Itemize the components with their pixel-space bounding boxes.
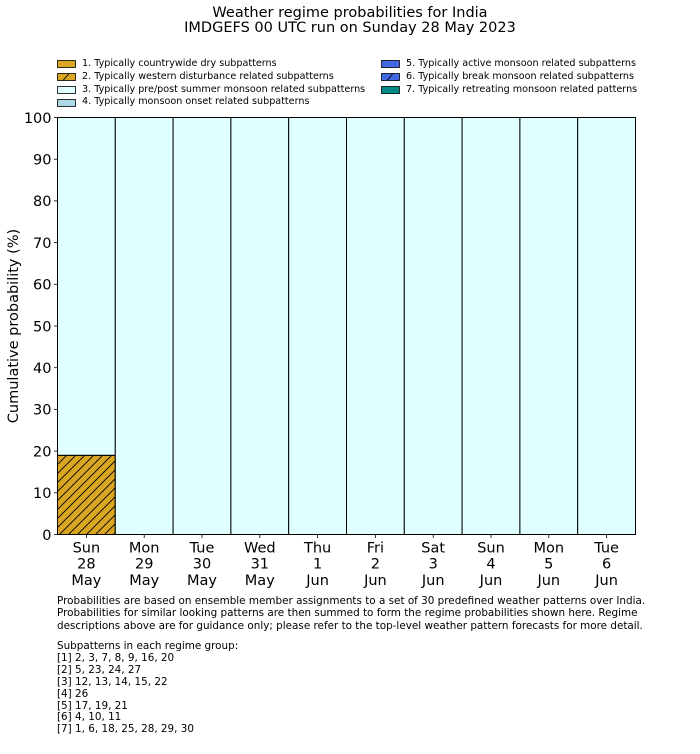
x-tick-label: Sun [477,540,505,557]
x-tick-label: May [71,572,102,589]
subpattern-group: [6] 4, 10, 11 [57,711,122,724]
y-axis [24,111,58,544]
bar-segment [173,118,231,535]
y-tick-label: 90 [33,152,52,169]
legend-label: 4. Typically monsoon onset related subpatterns [82,96,310,108]
legend-label: 7. Typically retreating monsoon related patterns [406,83,638,95]
bar-segment [578,118,636,535]
note-line: Probabilities are based on ensemble member assignments to a set of 30 predefined weather patterns over India. [57,595,646,607]
x-tick-label: Wed [243,540,276,557]
x-tick-label: Thu [303,540,332,557]
x-tick-label: 2 [370,556,381,573]
x-tick-label: Jun [306,572,329,589]
x-tick-label: Tue [594,540,619,557]
x-tick-label: 30 [192,556,212,573]
y-tick-label: 100 [23,110,52,127]
legend-label: 2. Typically western disturbance related subpatterns [82,70,334,82]
notes [57,595,645,632]
x-tick-label: Fri [366,540,385,557]
x-tick-label: 31 [250,556,270,573]
x-tick-label: Jun [421,572,445,589]
bar-segment [520,118,578,535]
x-tick-label: Jun [595,572,618,589]
legend-label: 1. Typically countrywide dry subpatterns [82,58,277,69]
bar-segment [115,118,173,535]
note-line: descriptions above are for guidance only; please refer to the top-level weather pattern forecasts for more detail. [57,619,643,632]
chart-subtitle: IMDGEFS 00 UTC run on Sunday 28 May 2023 [184,20,516,36]
y-tick-label: 0 [42,527,52,544]
x-tick-label: Jun [364,572,387,589]
subpattern-group: [4] 26 [57,687,89,700]
x-tick-label: 29 [134,556,154,573]
x-tick-label: Mon [533,540,565,557]
x-tick-label: Sun [72,540,101,557]
bar-segment [58,118,116,456]
subpattern-group: [1] 2, 3, 7, 8, 9, 16, 20 [57,651,175,664]
y-tick-label: 80 [33,194,52,211]
bar-segment-hatch [58,455,116,534]
subpatterns-heading: Subpatterns in each regime group: [57,640,239,652]
x-tick-label: Jun [537,572,561,589]
bar-segment [462,118,520,535]
bar-segment [289,118,347,535]
y-tick-label: 20 [33,444,52,461]
x-axis [71,535,619,589]
x-tick-label: 1 [312,556,323,573]
y-tick-label: 70 [33,235,52,252]
legend-label: 6. Typically break monsoon related subpatterns [406,70,634,82]
bar-segment [347,118,405,535]
bar-segment [404,118,462,535]
subpattern-group: [7] 1, 6, 18, 25, 28, 29, 30 [57,723,194,736]
subpattern-group: [5] 17, 19, 21 [57,699,128,712]
x-tick-label: Tue [189,540,215,557]
y-tick-label: 30 [33,402,52,419]
y-tick-label: 40 [33,361,52,377]
bar-segment [231,118,289,535]
x-tick-label: May [187,572,217,589]
legend-label: 5. Typically active monsoon related subpatterns [406,58,636,69]
subpattern-group: [3] 12, 13, 14, 15, 22 [57,675,168,688]
x-tick-label: 4 [486,556,496,573]
x-tick-label: 28 [77,556,96,573]
x-tick-label: May [129,572,160,589]
bars-group [58,118,636,535]
subpattern-group: [2] 5, 23, 24, 27 [57,663,142,676]
subpatterns-list [57,641,238,736]
y-tick-label: 50 [33,319,52,336]
legend-label: 3. Typically pre/post summer monsoon related subpatterns [82,83,366,95]
y-tick-label: 10 [33,486,52,503]
x-tick-label: May [244,572,275,589]
chart-title: Weather regime probabilities for India [212,5,488,21]
x-tick-label: Jun [479,572,503,589]
x-tick-label: 6 [601,556,612,573]
y-axis-label: Cumulative probability (%) [6,228,22,424]
y-tick-label: 60 [33,277,52,294]
x-tick-label: Mon [128,540,160,557]
note-line: Probabilities for similar looking patterns are then summed to form the regime probabilities shown here. Regime [57,607,638,620]
x-tick-label: 5 [544,556,554,573]
x-tick-label: 3 [428,556,438,573]
x-tick-label: Sat [421,540,446,557]
